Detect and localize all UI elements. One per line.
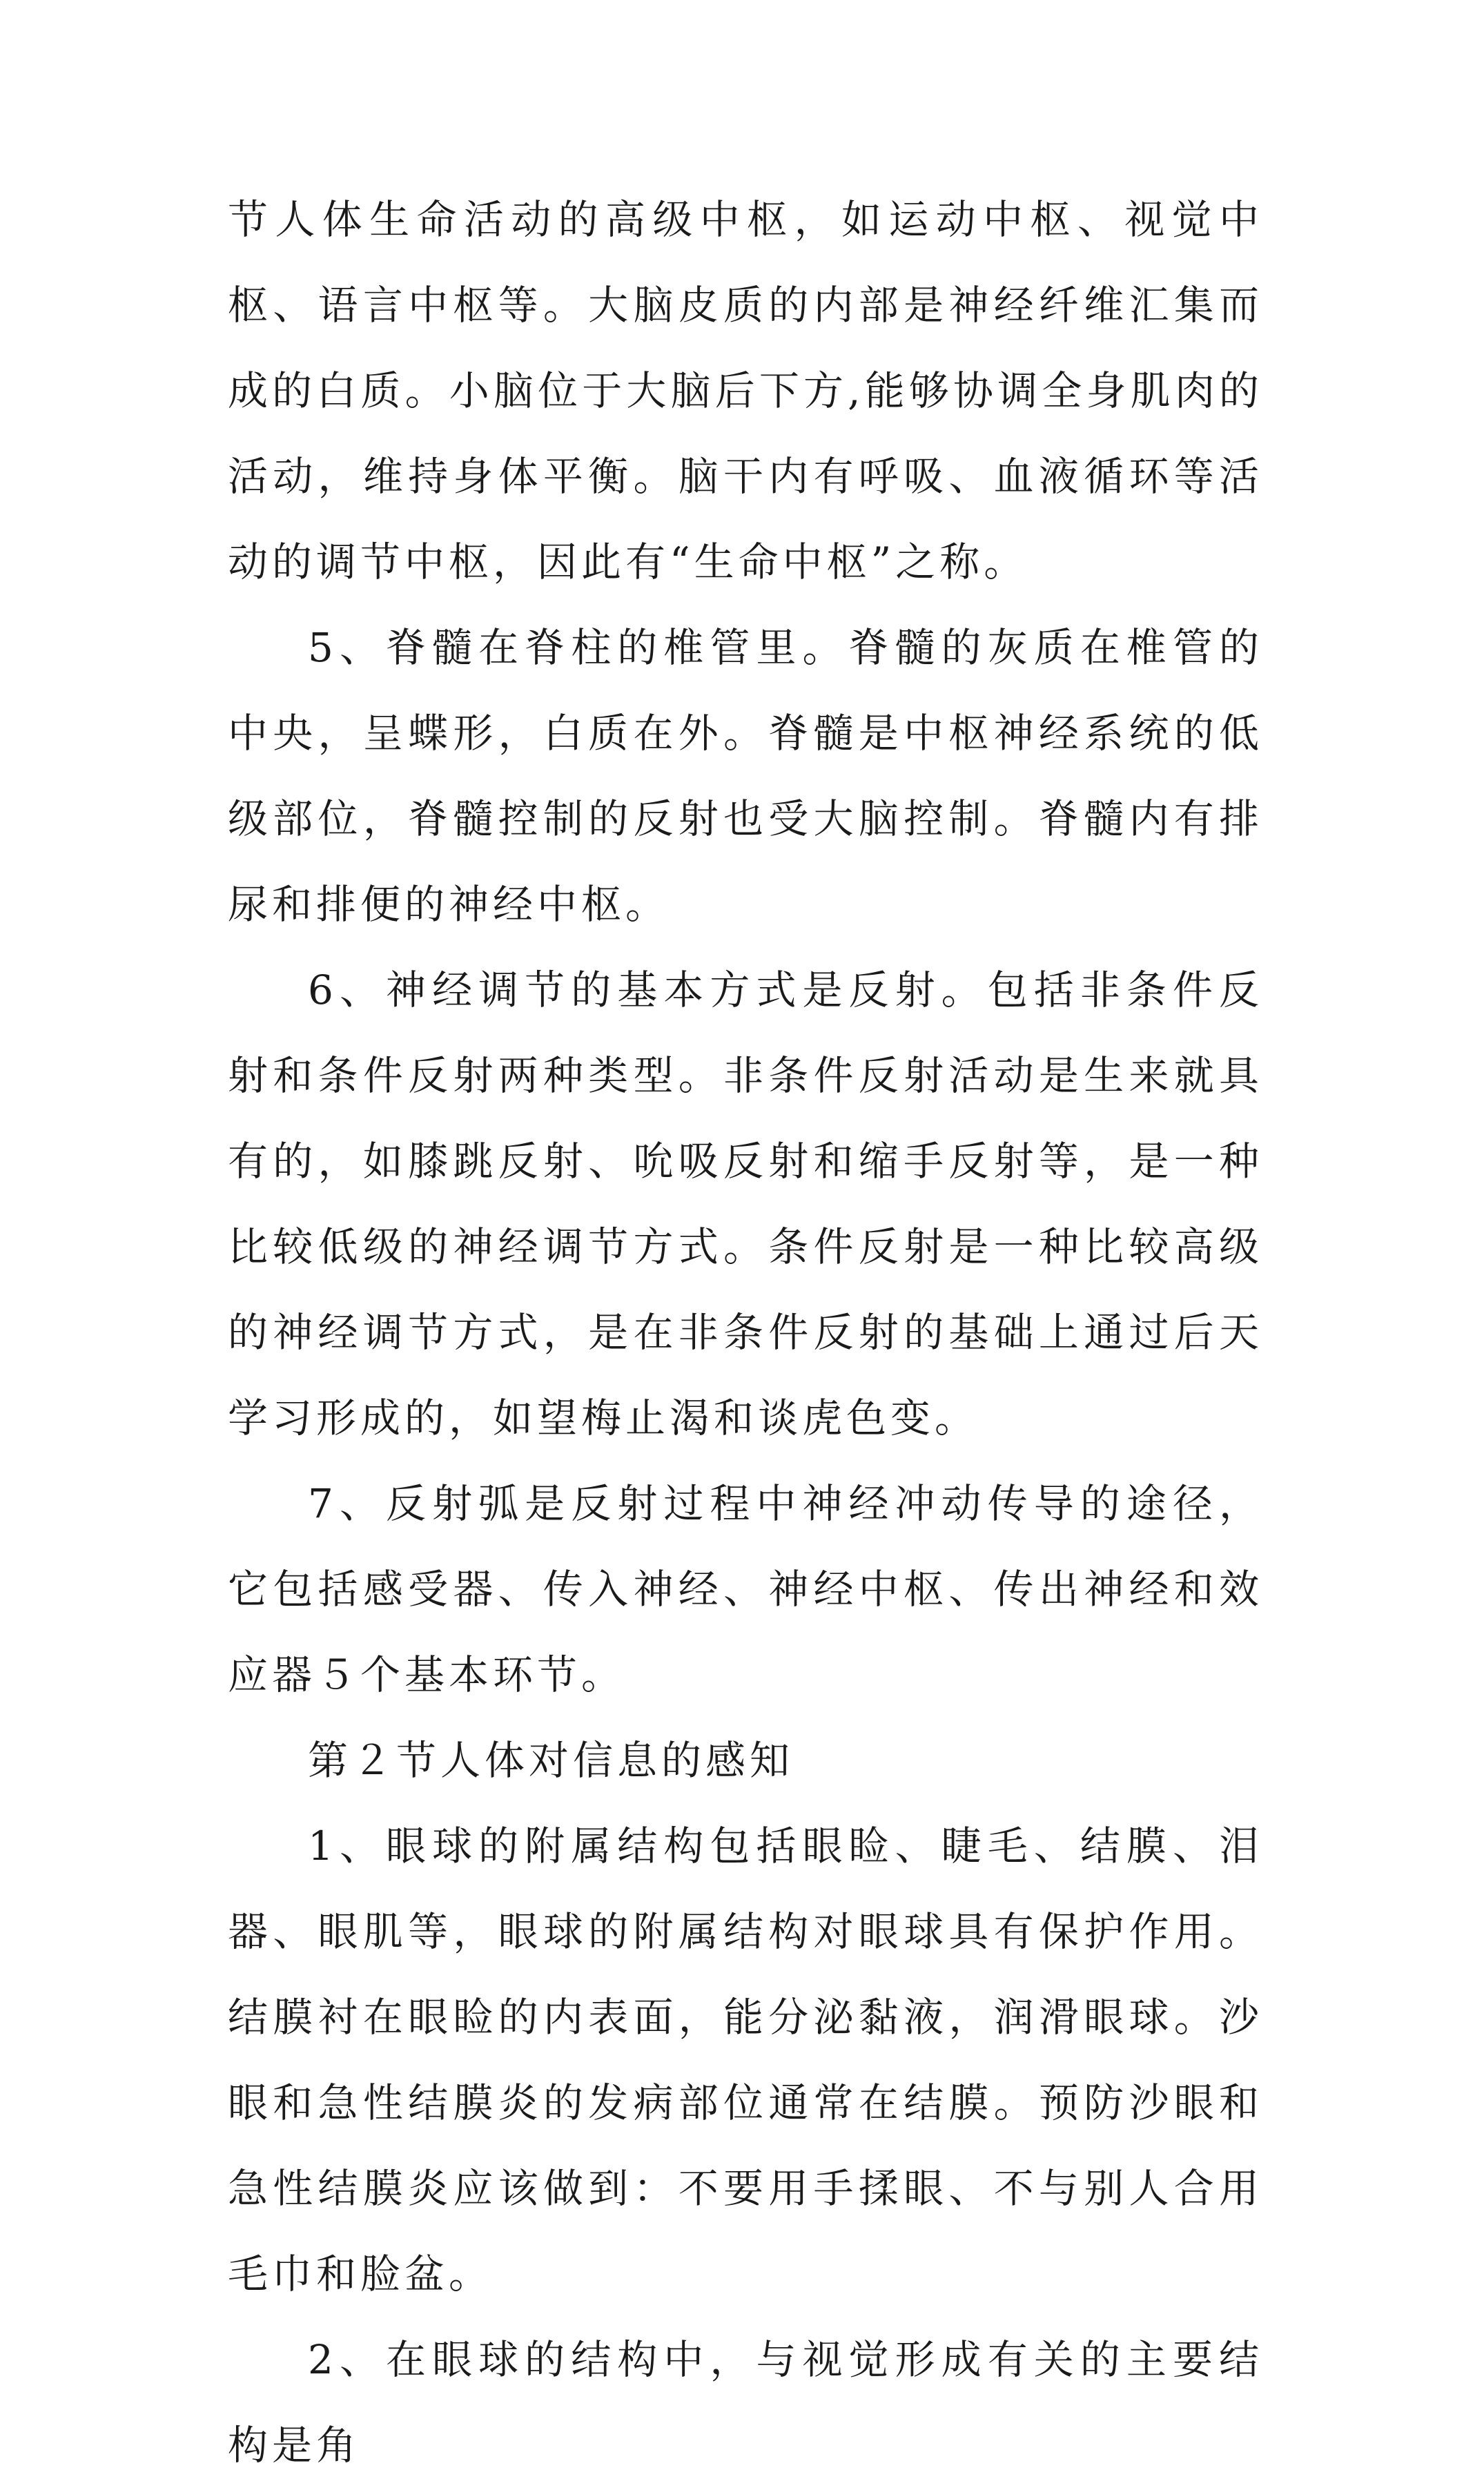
paragraph-item-5-spinal-cord: 5、脊髓在脊柱的椎管里。脊髓的灰质在椎管的中央，呈蝶形，白质在外。脊髓是中枢神经系统的低级部位，脊髓控制的反射也受大脑控制。脊髓内有排尿和排便的神经中枢。 (228, 624, 1263, 928)
paragraph-brain-continuation: 节人体生命活动的高级中枢，如运动中枢、视觉中枢、语言中枢等。大脑皮质的内部是神经纤维汇集而成的白质。小脑位于大脑后下方,能够协调全身肌肉的活动，维持身体平衡。脑干内有呼吸、血液循环等活动的调节中枢，因此有“生命中枢”之称。 (228, 196, 1263, 585)
paragraph-item-7-reflex-arc: 7、反射弧是反射过程中神经冲动传导的途径，它包括感受器、传入神经、神经中枢、传出神经和效应器５个基本环节。 (228, 1480, 1263, 1698)
paragraph-item-1-eye-accessory: 1、眼球的附属结构包括眼睑、睫毛、结膜、泪器、眼肌等，眼球的附属结构对眼球具有保护作用。结膜衬在眼睑的内表面，能分泌黏液，润滑眼球。沙眼和急性结膜炎的发病部位通常在结膜。预防沙眼和急性结膜炎应该做到：不要用手揉眼、不与别人合用毛巾和脸盆。 (228, 1823, 1263, 2297)
paragraph-item-2-eye-structure: 2、在眼球的结构中，与视觉形成有关的主要结构是角 (228, 2336, 1263, 2469)
document-body (228, 177, 1263, 2488)
paragraph-item-6-reflex: 6、神经调节的基本方式是反射。包括非条件反射和条件反射两种类型。非条件反射活动是生来就具有的，如膝跳反射、吮吸反射和缩手反射等，是一种比较低级的神经调节方式。条件反射是一种比较高级的神经调节方式，是在非条件反射的基础上通过后天学习形成的，如望梅止渴和谈虎色变。 (228, 966, 1263, 1441)
section-heading: 第２节人体对信息的感知 (308, 1737, 794, 1784)
